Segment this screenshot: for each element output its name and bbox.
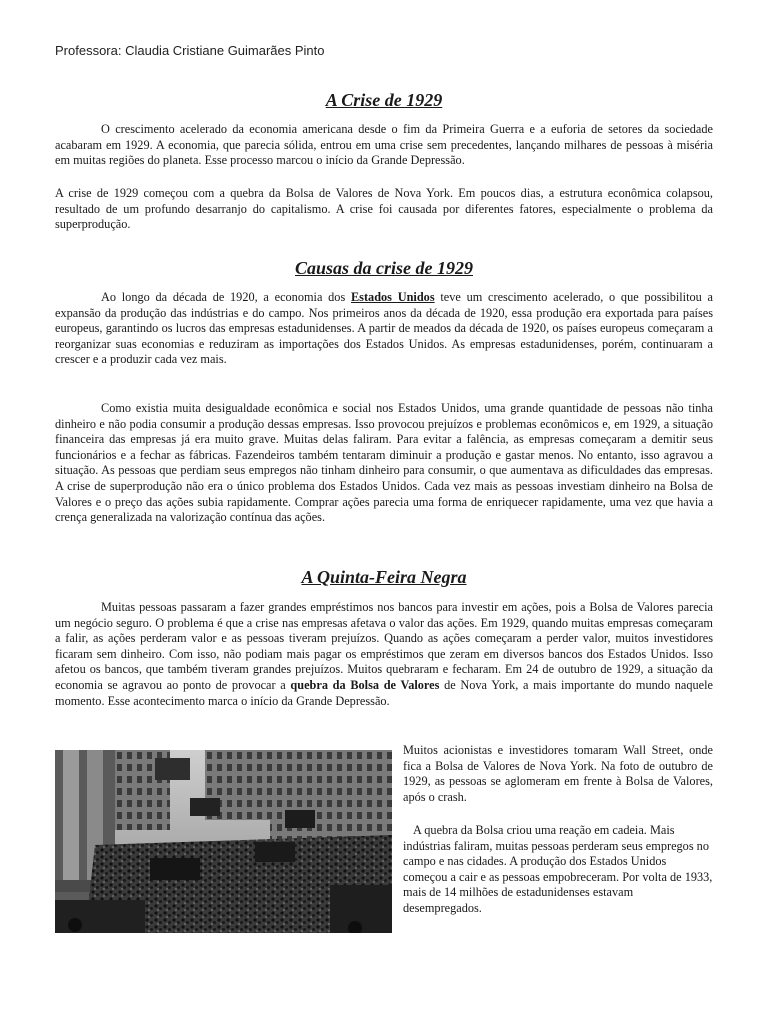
photo-caption: Muitos acionistas e investidores tomaram Wall Street, onde fica a Bolsa de Valores de Nova York. Na foto de outubro de 1929, as pessoas se aglomeram em frente à Bolsa de Valores, após o crash. [403, 743, 713, 804]
paragraph-causas-1-end: teve um crescimento acelerado, o que possibilitou a expansão da produção das indústrias e do campo. Nos primeiros anos da década de 1920, essa produção era exportada para países europeus, garantindo os lucros das empresas estadunidenses. A partir de meados da década de 1920, os países europeus começaram a reorganizar suas economias e reduziram as importações dos Estados Unidos. As empresas estadunidenses, porém, continuaram a crescer e a produzir cada vez mais. [55, 290, 713, 367]
paragraph-quinta-feira-start: Muitas pessoas passaram a fazer grandes empréstimos nos bancos para investir em ações, pois a Bolsa de Valores parecia um negócio seguro. O problema é que a crise nas empresas afetava o valor das ações. Em 1929, quando muitas empresas começaram a falir, as ações perderam valor e as pessoas tiveram prejuízos. Quando as ações começaram a perder valor, muitos investidores ficaram sem dinheiro. Com isso, não podiam mais pagar os empréstimos que zeram em diversos bancos dos Estados Unidos. Isso afetou os bancos, que também tiveram grandes prejuízos. Muitos quebraram e fecharam. Em 24 de outubro de 1929, a situação da economia se agravou ao ponto de provocar a [55, 600, 713, 692]
teacher-name: Professora: Claudia Cristiane Guimarães Pinto [55, 43, 325, 58]
paragraph-quinta-feira-end: de Nova York, a mais importante do mundo naquele momento. Esse acontecimento marca o início da Grande Depressão. [55, 677, 714, 708]
paragraph-inicio-crise: A crise de 1929 começou com a quebra da Bolsa de Valores de Nova York. Em poucos dias, a estrutura econômica colapsou, resultado de um profundo desarranjo do capitalismo. A crise foi causada por diferentes fatores, especialmente o problema da superprodução. [55, 186, 713, 232]
title-quinta-feira-negra: A Quinta-Feira Negra [301, 567, 467, 587]
paragraph-causas-2: Como existia muita desigualdade econômica e social nos Estados Unidos, uma grande quantidade de pessoas não tinha dinheiro e não podia consumir a produção dessas empresas. Isso provocou prejuízos e problemas econômicos e, em 1929, a situação financeira das empresas já era muito grave. Muitas delas faliram. Para evitar a falência, as empresas começaram a demitir seus funcionários e a fechar as fábricas. Fazendeiros também tentaram diminuir a produção e gastar menos. No entanto, isso agravou a situação. As pessoas que perdiam seus empregos não tinham dinheiro para consumir, o que aumentava as dificuldades das empresas. A crise de superprodução não era o único problema dos Estados Unidos. Cada vez mais as pessoas investiam dinheiro na Bolsa de Valores e o preço das ações subia rapidamente. Comprar ações parecia uma forma de enriquecer rapidamente, uma vez que havia a crença generalizada na valorização contínua das ações. [55, 401, 713, 525]
title-crise-1929: A Crise de 1929 [325, 90, 443, 110]
photo-illustration [55, 750, 392, 933]
paragraph-intro: O crescimento acelerado da economia americana desde o fim da Primeira Guerra e a euforia de setores da sociedade acabaram em 1929. A economia, que parecia sólida, entrou em uma crise sem precedentes, lançando milhares de pessoas à miséria em muitas regiões do planeta. Esse processo marcou o início da Grande Depressão. [55, 122, 713, 168]
paragraph-reacao-em-cadeia: A quebra da Bolsa criou uma reação em cadeia. Mais indústrias faliram, muitas pessoas perderam seus empregos no campo e nas cidades. A produção dos Estados Unidos começou a cair e as pessoas empobreceram. Por volta de 1933, mais de 14 milhões de estadunidenses estavam desempregados. [403, 823, 713, 915]
paragraph-quinta-feira [55, 600, 713, 709]
link-estados-unidos[interactable]: Estados Unidos [350, 290, 435, 304]
paragraph-causas-1-start: Ao longo da década de 1920, a economia dos [101, 290, 351, 304]
paragraph-causas-1 [55, 290, 713, 368]
bold-quebra-bolsa: quebra da Bolsa de Valores [290, 677, 440, 692]
wall-street-crowd-photo [55, 750, 392, 933]
title-causas: Causas da crise de 1929 [294, 258, 473, 278]
